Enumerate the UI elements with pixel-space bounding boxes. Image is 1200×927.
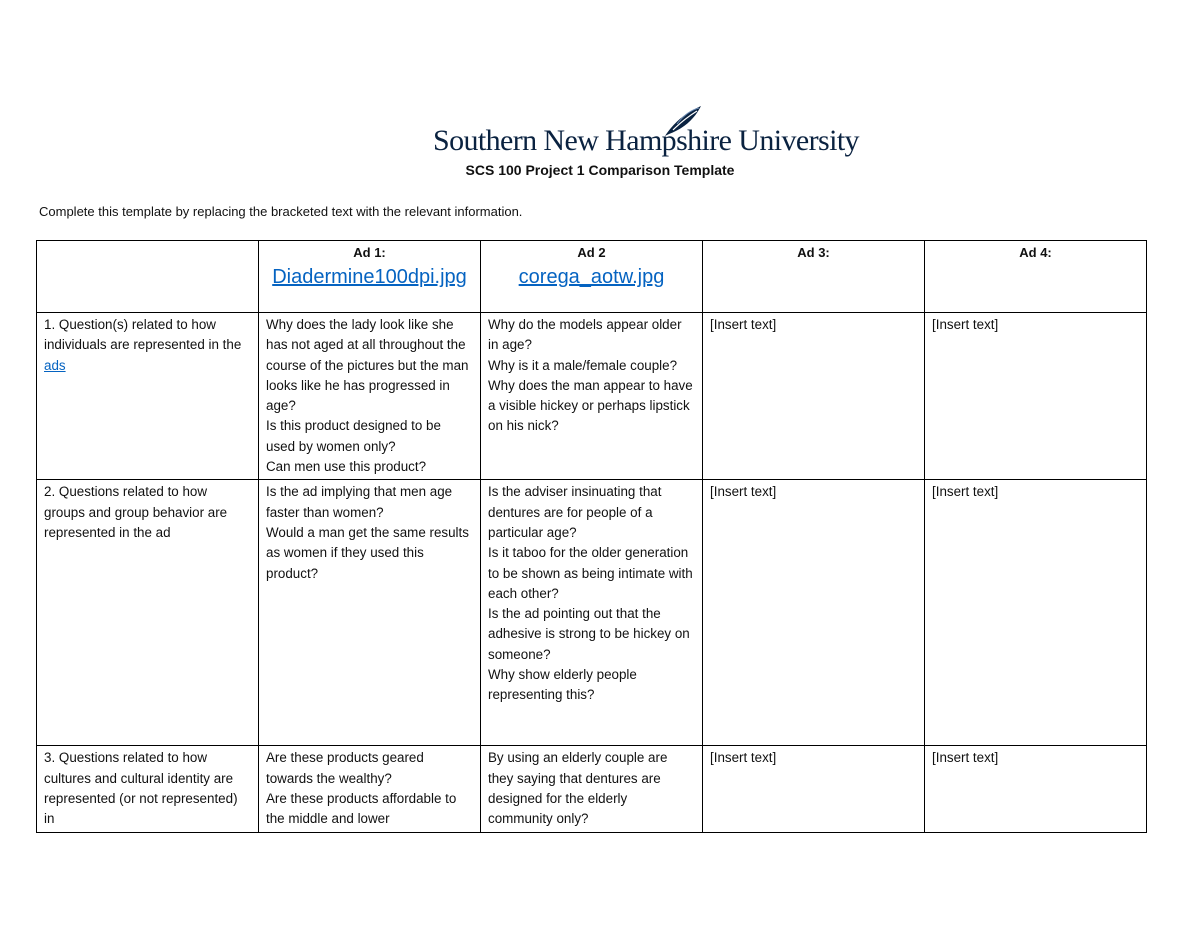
row-label-cell bbox=[37, 313, 259, 480]
header-cell-empty bbox=[37, 241, 259, 313]
document-title: SCS 100 Project 1 Comparison Template bbox=[465, 162, 735, 178]
placeholder-text: [Insert text] bbox=[932, 750, 999, 766]
question-text: Why does the lady look like she has not aged at all throughout the course of the pictures but the man looks like he has progressed in age? bbox=[266, 317, 469, 414]
placeholder-text: [Insert text] bbox=[932, 317, 999, 332]
header-cell-ad3 bbox=[703, 241, 925, 313]
ad4-label: Ad 4: bbox=[1019, 245, 1052, 260]
question-text: Why is it a male/female couple? bbox=[488, 357, 678, 373]
question-text: Is the ad pointing out that the adhesive is strong to be hickey on someone? bbox=[488, 606, 690, 662]
question-text: Can men use this product? bbox=[266, 459, 427, 475]
ad1-cell bbox=[259, 746, 481, 832]
ad2-label: Ad 2 bbox=[577, 245, 606, 260]
ad1-label: Ad 1: bbox=[353, 245, 386, 260]
header-cell-ad1 bbox=[259, 241, 481, 313]
header-row bbox=[37, 241, 1147, 313]
ad4-cell bbox=[925, 313, 1147, 480]
row-number: 3. bbox=[44, 750, 56, 766]
question-text: Is the ad implying that men age faster than women? bbox=[266, 484, 453, 520]
placeholder-text: [Insert text] bbox=[710, 484, 777, 500]
question-text: Are these products affordable to the middle and lower bbox=[266, 790, 457, 827]
placeholder-text: [Insert text] bbox=[710, 750, 777, 766]
logo-wordmark: Southern New Hampshire University bbox=[433, 124, 859, 157]
question-text: Is this product designed to be used by women only? bbox=[266, 418, 441, 454]
ad3-cell bbox=[703, 313, 925, 480]
comparison-table bbox=[36, 240, 1147, 833]
leaf-icon bbox=[661, 104, 705, 138]
question-text: Why do the models appear older in age? bbox=[488, 317, 682, 353]
header-cell-ad2 bbox=[481, 241, 703, 313]
header-cell-ad4 bbox=[925, 241, 1147, 313]
row-label-text: Question(s) related to how individuals are represented in the bbox=[44, 317, 242, 353]
table-row bbox=[37, 746, 1147, 832]
row-number: 2. bbox=[44, 484, 56, 500]
question-text: Why show elderly people representing this? bbox=[488, 667, 637, 703]
question-text: Is it taboo for the older generation to be shown as being intimate with each other? bbox=[488, 545, 693, 601]
university-logo bbox=[433, 104, 859, 157]
placeholder-text: [Insert text] bbox=[932, 484, 999, 500]
row-number: 1. bbox=[44, 317, 56, 332]
placeholder-text: [Insert text] bbox=[710, 317, 777, 332]
ad2-file-link[interactable]: corega_aotw.jpg bbox=[518, 266, 665, 289]
table-row bbox=[37, 480, 1147, 746]
row-label-text: Questions related to how cultures and cultural identity are represented (or not represented) in bbox=[44, 750, 238, 827]
question-text: Would a man get the same results as women if they used this product? bbox=[266, 524, 469, 581]
ad1-file-link[interactable]: Diadermine100dpi.jpg bbox=[272, 266, 467, 289]
ad3-cell bbox=[703, 480, 925, 746]
ad2-cell bbox=[481, 746, 703, 832]
ad2-cell bbox=[481, 313, 703, 480]
question-text: Are these products geared towards the wealthy? bbox=[266, 750, 424, 786]
row-label-cell bbox=[37, 746, 259, 832]
row-label-text: Questions related to how groups and group behavior are represented in the ad bbox=[44, 484, 228, 540]
row-label-cell bbox=[37, 480, 259, 746]
ad4-cell bbox=[925, 746, 1147, 832]
ad2-cell bbox=[481, 480, 703, 746]
ad1-cell bbox=[259, 313, 481, 480]
ad3-label: Ad 3: bbox=[797, 245, 830, 260]
table-row bbox=[37, 313, 1147, 480]
question-text: By using an elderly couple are they saying that dentures are designed for the elderly community only? bbox=[488, 750, 668, 827]
instructions-text: Complete this template by replacing the bracketed text with the relevant information. bbox=[39, 204, 523, 219]
question-text: Is the adviser insinuating that dentures are for people of a particular age? bbox=[488, 484, 662, 540]
question-text: Why does the man appear to have a visible hickey or perhaps lipstick on his nick? bbox=[488, 377, 693, 434]
ad3-cell bbox=[703, 746, 925, 832]
ads-link[interactable]: ads bbox=[44, 357, 66, 373]
ad4-cell bbox=[925, 480, 1147, 746]
ad1-cell bbox=[259, 480, 481, 746]
